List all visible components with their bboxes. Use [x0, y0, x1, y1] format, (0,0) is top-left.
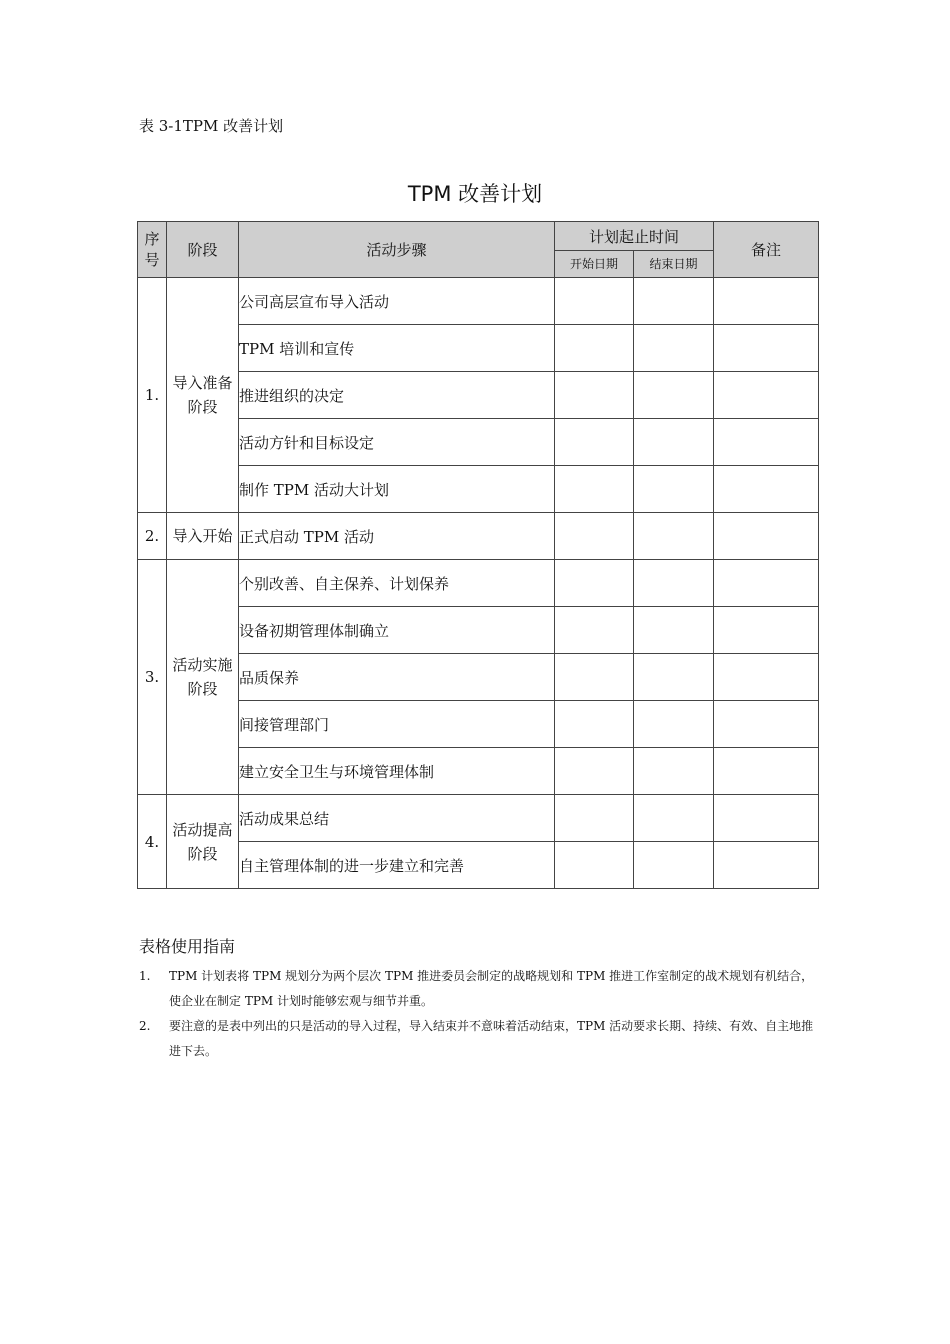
start-date-cell — [555, 372, 634, 419]
table-row — [138, 372, 819, 419]
remarks-cell — [714, 701, 819, 748]
remarks-cell — [714, 278, 819, 325]
header-phase: 阶段 — [167, 222, 239, 278]
end-date-cell — [634, 701, 714, 748]
end-date-cell — [634, 842, 714, 889]
remarks-cell — [714, 748, 819, 795]
start-date-cell — [555, 560, 634, 607]
remarks-cell — [714, 654, 819, 701]
remarks-cell — [714, 842, 819, 889]
activity-step: 间接管理部门 — [239, 701, 555, 748]
guide-item-text: 要注意的是表中列出的只是活动的导入过程，导入结束并不意味着活动结束，TPM 活动要求长期、持续、有效、自主地推进下去。 — [169, 1019, 814, 1058]
remarks-cell — [714, 372, 819, 419]
table-row — [138, 607, 819, 654]
guide-item — [139, 964, 817, 1014]
activity-step: 活动成果总结 — [239, 795, 555, 842]
activity-step: 自主管理体制的进一步建立和完善 — [239, 842, 555, 889]
end-date-cell — [634, 513, 714, 560]
end-date-cell — [634, 748, 714, 795]
end-date-cell — [634, 419, 714, 466]
activity-step: TPM 培训和宣传 — [239, 325, 555, 372]
header-remarks: 备注 — [714, 222, 819, 278]
end-date-cell — [634, 466, 714, 513]
end-date-cell — [634, 607, 714, 654]
row-phase: 活动实施阶段 — [167, 560, 239, 795]
document-title: TPM 改善计划 — [407, 182, 543, 206]
remarks-cell — [714, 607, 819, 654]
activity-step: 设备初期管理体制确立 — [239, 607, 555, 654]
activity-step: 品质保养 — [239, 654, 555, 701]
table-row — [138, 419, 819, 466]
table-body — [138, 278, 819, 889]
start-date-cell — [555, 607, 634, 654]
table-row — [138, 560, 819, 607]
row-phase: 导入准备阶段 — [167, 278, 239, 513]
end-date-cell — [634, 560, 714, 607]
start-date-cell — [555, 701, 634, 748]
table-row — [138, 842, 819, 889]
table-row — [138, 513, 819, 560]
remarks-cell — [714, 325, 819, 372]
guide-item — [139, 1014, 817, 1064]
tpm-plan-table — [137, 221, 819, 889]
header-schedule: 计划起止时间 — [555, 222, 714, 251]
activity-step: 活动方针和目标设定 — [239, 419, 555, 466]
remarks-cell — [714, 795, 819, 842]
header-start-date: 开始日期 — [555, 251, 634, 278]
start-date-cell — [555, 842, 634, 889]
start-date-cell — [555, 748, 634, 795]
guide-item-number: 1. — [139, 969, 151, 983]
end-date-cell — [634, 278, 714, 325]
table-row — [138, 795, 819, 842]
start-date-cell — [555, 513, 634, 560]
row-phase: 导入开始 — [167, 513, 239, 560]
remarks-cell — [714, 513, 819, 560]
remarks-cell — [714, 560, 819, 607]
guide-item-text: TPM 计划表将 TPM 规划分为两个层次 TPM 推进委员会制定的战略规划和 TPM 推进工作室制定的战术规划有机结合，使企业在制定 TPM 计划时能够宏观与细节并重。 — [169, 969, 814, 1008]
activity-step: 建立安全卫生与环境管理体制 — [239, 748, 555, 795]
table-row — [138, 278, 819, 325]
guide-item-number: 2. — [139, 1019, 151, 1033]
start-date-cell — [555, 654, 634, 701]
table-row — [138, 701, 819, 748]
table-row — [138, 748, 819, 795]
activity-step: 制作 TPM 活动大计划 — [239, 466, 555, 513]
row-seq: 3. — [138, 560, 167, 795]
header-steps: 活动步骤 — [239, 222, 555, 278]
end-date-cell — [634, 795, 714, 842]
start-date-cell — [555, 278, 634, 325]
row-seq: 4. — [138, 795, 167, 889]
guide-title: 表格使用指南 — [139, 937, 236, 956]
guide-list — [139, 964, 817, 1064]
table-row — [138, 654, 819, 701]
row-seq: 1. — [138, 278, 167, 513]
start-date-cell — [555, 466, 634, 513]
start-date-cell — [555, 795, 634, 842]
activity-step: 推进组织的决定 — [239, 372, 555, 419]
remarks-cell — [714, 466, 819, 513]
header-end-date: 结束日期 — [634, 251, 714, 278]
start-date-cell — [555, 419, 634, 466]
table-row — [138, 325, 819, 372]
activity-step: 正式启动 TPM 活动 — [239, 513, 555, 560]
row-seq: 2. — [138, 513, 167, 560]
activity-step: 个别改善、自主保养、计划保养 — [239, 560, 555, 607]
remarks-cell — [714, 419, 819, 466]
header-seq: 序号 — [138, 222, 167, 278]
start-date-cell — [555, 325, 634, 372]
end-date-cell — [634, 654, 714, 701]
end-date-cell — [634, 372, 714, 419]
table-caption: 表 3-1TPM 改善计划 — [139, 117, 284, 135]
table-row — [138, 466, 819, 513]
activity-step: 公司高层宣布导入活动 — [239, 278, 555, 325]
end-date-cell — [634, 325, 714, 372]
row-phase: 活动提高阶段 — [167, 795, 239, 889]
